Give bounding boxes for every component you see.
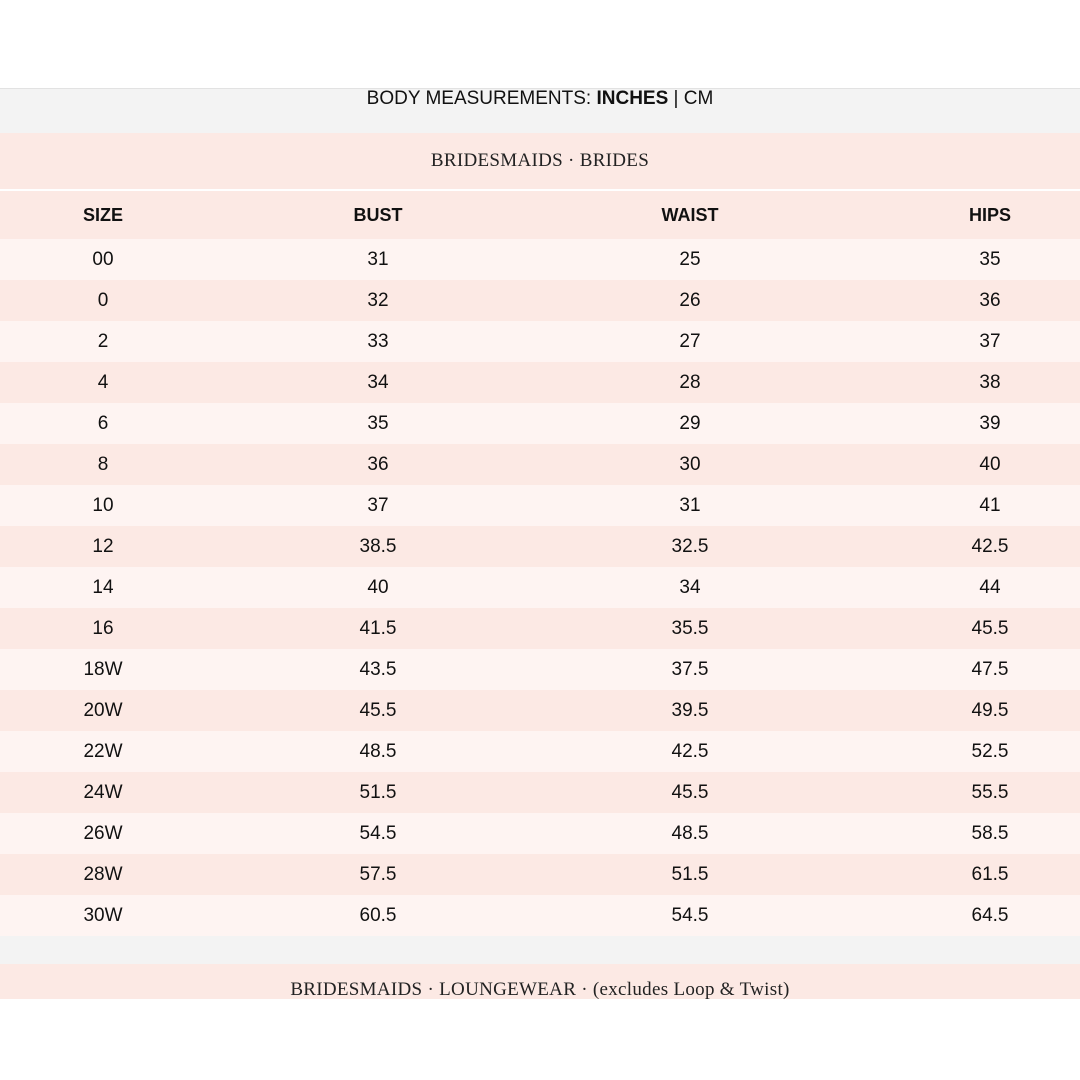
cell-size: 12 [92, 535, 114, 557]
cell-waist: 37.5 [671, 658, 709, 680]
cell-hips: 41 [979, 494, 1001, 516]
cell-size: 20W [83, 699, 123, 721]
table-row [0, 813, 1080, 854]
cell-waist: 48.5 [671, 822, 709, 844]
cell-hips: 64.5 [971, 904, 1009, 926]
cell-waist: 25 [679, 248, 701, 270]
table-row [0, 567, 1080, 608]
cell-size: 24W [83, 781, 123, 803]
cell-size: 0 [97, 289, 109, 311]
table-row [0, 690, 1080, 731]
cell-size: 4 [97, 371, 109, 393]
cell-waist: 31 [679, 494, 701, 516]
cell-hips: 45.5 [971, 617, 1009, 639]
cell-hips: 40 [979, 453, 1001, 475]
cell-size: 14 [92, 576, 114, 598]
cell-hips: 61.5 [971, 863, 1009, 885]
cell-bust: 51.5 [359, 781, 397, 803]
table-row [0, 731, 1080, 772]
cell-hips: 55.5 [971, 781, 1009, 803]
size-chart-panel [0, 88, 1080, 999]
cell-bust: 35 [367, 412, 389, 434]
table-row [0, 854, 1080, 895]
cell-hips: 42.5 [971, 535, 1009, 557]
measurements-label: BODY MEASUREMENTS: [366, 88, 597, 109]
column-header-hips: HIPS [968, 204, 1012, 225]
cell-bust: 43.5 [359, 658, 397, 680]
cell-size: 16 [92, 617, 114, 639]
table-row [0, 772, 1080, 813]
cell-size: 6 [97, 412, 109, 434]
table-row [0, 321, 1080, 362]
table-row [0, 608, 1080, 649]
cell-bust: 54.5 [359, 822, 397, 844]
cell-hips: 39 [979, 412, 1001, 434]
cell-hips: 37 [979, 330, 1001, 352]
cell-bust: 37 [367, 494, 389, 516]
cell-bust: 45.5 [359, 699, 397, 721]
cell-waist: 42.5 [671, 740, 709, 762]
cell-waist: 28 [679, 371, 701, 393]
section-title-loungewear: BRIDESMAIDS · LOUNGEWEAR · (excludes Loop & Twist) [0, 964, 1080, 999]
cell-bust: 57.5 [359, 863, 397, 885]
cell-waist: 26 [679, 289, 701, 311]
cell-size: 22W [83, 740, 123, 762]
table-header-row [0, 191, 1080, 239]
cell-size: 00 [92, 248, 114, 270]
cell-bust: 41.5 [359, 617, 397, 639]
cell-bust: 33 [367, 330, 389, 352]
table-row [0, 280, 1080, 321]
column-header-size: SIZE [82, 204, 124, 225]
cell-hips: 52.5 [971, 740, 1009, 762]
table-row [0, 895, 1080, 936]
cell-bust: 60.5 [359, 904, 397, 926]
table-row [0, 403, 1080, 444]
cell-bust: 34 [367, 371, 389, 393]
size-table [0, 191, 1080, 936]
section-title-bridesmaids-brides: BRIDESMAIDS · BRIDES [0, 133, 1080, 189]
section-spacer [0, 936, 1080, 964]
table-row [0, 239, 1080, 280]
cell-waist: 35.5 [671, 617, 709, 639]
cell-size: 10 [92, 494, 114, 516]
table-row [0, 362, 1080, 403]
cell-bust: 38.5 [359, 535, 397, 557]
cell-size: 26W [83, 822, 123, 844]
cell-waist: 45.5 [671, 781, 709, 803]
measurement-units-bar [0, 89, 1080, 131]
cell-size: 2 [97, 330, 109, 352]
cell-hips: 49.5 [971, 699, 1009, 721]
cell-waist: 32.5 [671, 535, 709, 557]
table-row [0, 485, 1080, 526]
cell-bust: 48.5 [359, 740, 397, 762]
cell-waist: 27 [679, 330, 701, 352]
cell-bust: 32 [367, 289, 389, 311]
cell-waist: 30 [679, 453, 701, 475]
cell-hips: 58.5 [971, 822, 1009, 844]
cell-bust: 31 [367, 248, 389, 270]
cell-waist: 29 [679, 412, 701, 434]
table-row [0, 649, 1080, 690]
cell-bust: 40 [367, 576, 389, 598]
column-header-waist: WAIST [661, 204, 719, 225]
cell-waist: 39.5 [671, 699, 709, 721]
column-header-bust: BUST [353, 204, 403, 225]
cell-waist: 54.5 [671, 904, 709, 926]
cell-hips: 38 [979, 371, 1001, 393]
unit-inches-toggle[interactable]: INCHES [596, 88, 669, 109]
cell-hips: 35 [979, 248, 1001, 270]
unit-divider: | [668, 88, 684, 109]
unit-cm-toggle[interactable]: CM [683, 88, 714, 109]
cell-hips: 36 [979, 289, 1001, 311]
cell-size: 28W [83, 863, 123, 885]
cell-size: 8 [97, 453, 109, 475]
cell-bust: 36 [367, 453, 389, 475]
table-row [0, 526, 1080, 567]
cell-size: 18W [83, 658, 123, 680]
cell-waist: 51.5 [671, 863, 709, 885]
cell-waist: 34 [679, 576, 701, 598]
cell-size: 30W [83, 904, 123, 926]
cell-hips: 47.5 [971, 658, 1009, 680]
table-row [0, 444, 1080, 485]
cell-hips: 44 [979, 576, 1001, 598]
